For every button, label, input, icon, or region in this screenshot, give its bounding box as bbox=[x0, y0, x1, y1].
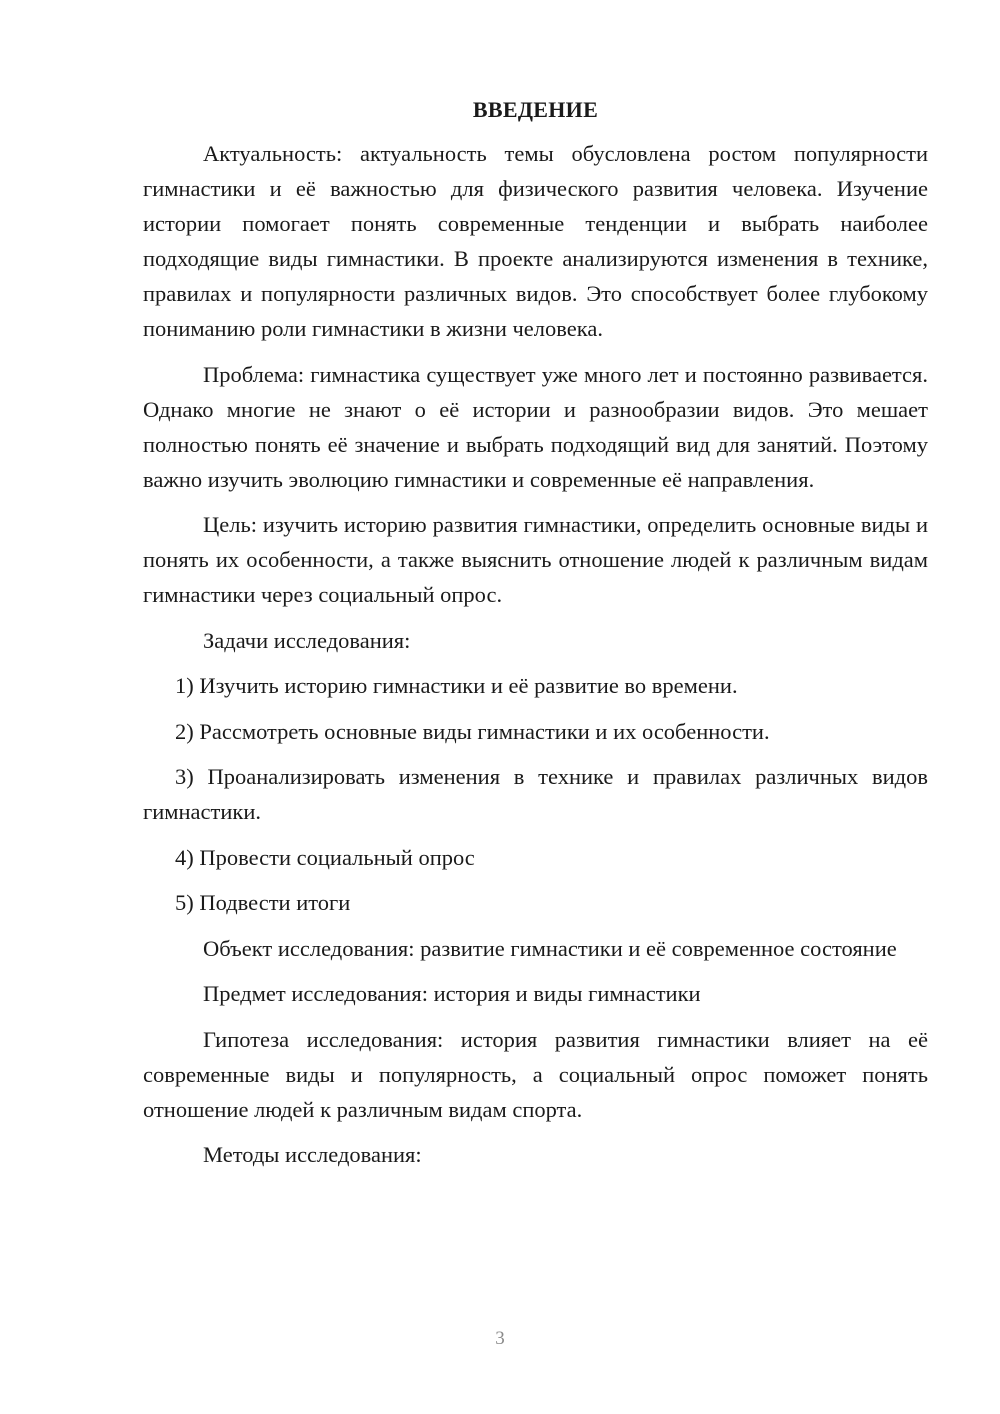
page-number: 3 bbox=[495, 1328, 505, 1349]
document-page bbox=[143, 92, 928, 1183]
page-title: ВВЕДЕНИЕ bbox=[472, 97, 599, 122]
task-item-5: 5) Подвести итоги bbox=[175, 890, 351, 915]
paragraph-relevance: Актуальность: актуальность темы обусловлена ростом популярности гимнастики и её важностью для физического развития человека. Изучение истории помогает понять современные тенденции и выбрать наиболее подходящие виды гимнастики. В проекте анализируются изменения в технике, правилах и популярности различных видов. Это способствует более глубокому пониманию роли гимнастики в жизни человека. bbox=[143, 141, 928, 341]
task-item-2: 2) Рассмотреть основные виды гимнастики и их особенности. bbox=[175, 718, 770, 744]
tasks-title: Задачи исследования: bbox=[203, 627, 411, 653]
paragraph-goal: Цель: изучить историю развития гимнастики, определить основные виды и понять их особенности, а также выяснить отношение людей к различным видам гимнастики через социальный опрос. bbox=[143, 512, 928, 607]
paragraph-subject: Предмет исследования: история и виды гимнастики bbox=[203, 981, 701, 1006]
task-item-1: 1) Изучить историю гимнастики и её развитие во времени. bbox=[175, 673, 738, 698]
paragraph-hypothesis: Гипотеза исследования: история развития гимнастики влияет на её современные виды и популярность, а социальный опрос поможет понять отношение людей к различным видам спорта. bbox=[143, 1026, 928, 1122]
task-item-4: 4) Провести социальный опрос bbox=[175, 844, 475, 870]
task-item-3: 3) Проанализировать изменения в технике и правилах различных видов гимнастики. bbox=[143, 764, 928, 824]
paragraph-object: Объект исследования: развитие гимнастики и её современное состояние bbox=[203, 935, 897, 961]
methods-title: Методы исследования: bbox=[203, 1142, 422, 1167]
paragraph-problem: Проблема: гимнастика существует уже много лет и постоянно развивается. Однако многие не знают о её истории и разнообразии видов. Это мешает полностью понять её значение и выбрать подходящий вид для занятий. Поэтому важно изучить эволюцию гимнастики и современные её направления. bbox=[143, 361, 928, 492]
